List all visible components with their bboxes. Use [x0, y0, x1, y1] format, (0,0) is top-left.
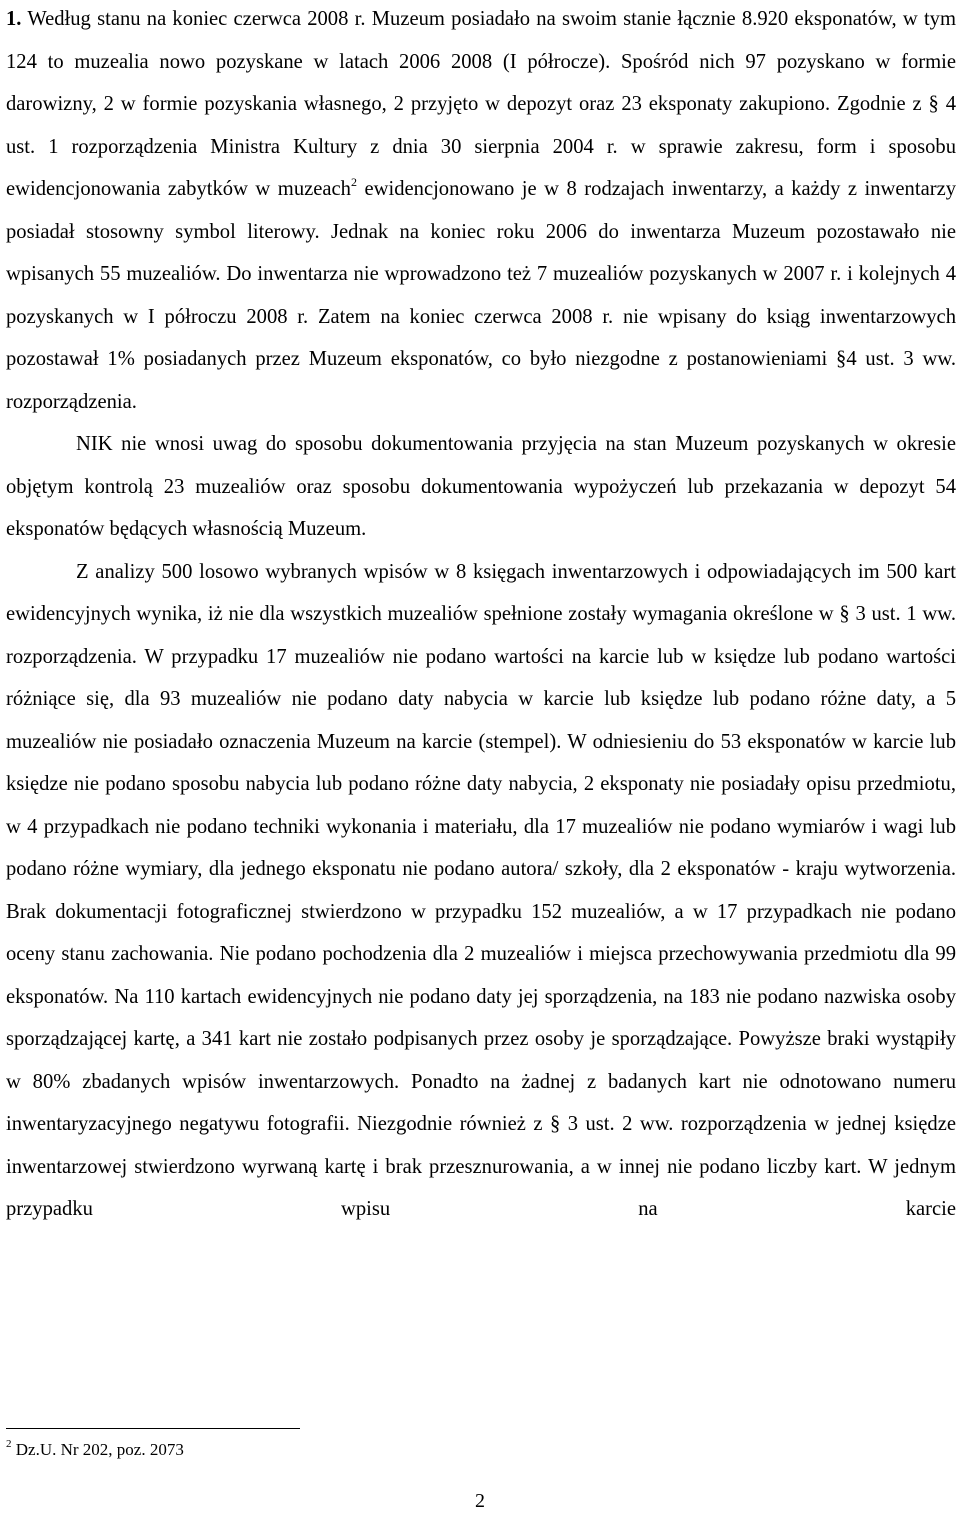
- page-number: 2: [475, 1490, 485, 1512]
- document-page: [6, 0, 956, 1231]
- footnote: [6, 1438, 184, 1462]
- footnote-separator: [6, 1428, 300, 1429]
- footnote-marker: 2: [6, 1438, 12, 1450]
- paragraph-1-text-b: ewidencjonowano je w 8 rodzajach inwentarzy, a każdy z inwentarzy posiadał stosowny symbol literowy. Jednak na koniec roku 2006 do inwentarza Muzeum pozostawało nie wpisanych 55 muzealiów. Do inwentarza nie wprowadzono też 7 muzealiów pozyskanych w 2007 r. i kolejnych 4 pozyskanych w I półroczu 2008 r. Zatem na koniec czerwca 2008 r. nie wpisany do ksiąg inwentarzowych pozostawał 1% posiadanych przez Muzeum eksponatów, co było niezgodne z postanowieniami §4 ust. 3 ww. rozporządzenia.: [6, 178, 957, 413]
- paragraph-1-text-a: Według stanu na koniec czerwca 2008 r. Muzeum posiadało na swoim stanie łącznie 8.920 eksponatów, w tym 124 to muzealia nowo pozyskane w latach 2006 2008 (I półrocze). Spośród nich 97 pozyskano w formie darowizny, 2 w formie pozyskania własnego, 2 przyjęto w depozyt oraz 23 eksponaty zakupiono. Zgodnie z § 4 ust. 1 rozporządzenia Ministra Kultury z dnia 30 sierpnia 2004 r. w sprawie zakresu, form i sposobu ewidencjonowania zabytków w muzeach: [6, 8, 956, 200]
- paragraph-3: Z analizy 500 losowo wybranych wpisów w 8 księgach inwentarzowych i odpowiadających im 500 kart ewidencyjnych wynika, iż nie dla wszystkich muzealiów spełnione zostały wymagania określone w § 3 ust. 1 ww. rozporządzenia. W przypadku 17 muzealiów nie podano wartości na karcie lub w księdze lub podano wartości różniące się, dla 93 muzealiów nie podano daty nabycia w karcie lub księdze lub podano różne daty, a 5 muzealiów nie posiadało oznaczenia Muzeum na karcie (stempel). W odniesieniu do 53 eksponatów w karcie lub księdze nie podano sposobu nabycia lub podano różne daty nabycia, 2 eksponaty nie posiadały opisu przedmiotu, w 4 przypadkach nie podano techniki wykonania i materiału, dla 17 muzealiów nie podano wymiarów i wagi lub podano różne wymiary, dla jednego eksponatu nie podano autora/ szkoły, dla 2 eksponatów - kraju wytworzenia. Brak dokumentacji fotograficznej stwierdzono w przypadku 152 muzealiów, a w 17 przypadkach nie podano oceny stanu zachowania. Nie podano pochodzenia dla 2 muzealiów i miejsca przechowywania przedmiotu dla 99 eksponatów. Na 110 kartach ewidencyjnych nie podano daty jej sporządzenia, na 183 nie podano nazwiska osoby sporządzającej kartę, a 341 kart nie zostało podpisanych przez osoby je sporządzające. Powyższe braki wystąpiły w 80% zbadanych wpisów inwentarzowych. Ponadto na żadnej z badanych kart nie odnotowano numeru inwentaryzacyjnego negatywu fotografii. Niezgodnie również z § 3 ust. 2 ww. rozporządzenia w jednej księdze inwentarzowej stwierdzono wyrwaną kartę i brak przesznurowania, a w innej nie podano liczby kart. W jednym przypadku wpisu na karcie: [6, 560, 956, 1220]
- footnote-reference: 2: [350, 175, 357, 189]
- paragraph-number: 1.: [6, 8, 22, 30]
- paragraph-2: NIK nie wnosi uwag do sposobu dokumentowania przyjęcia na stan Muzeum pozyskanych w okresie objętym kontrolą 23 muzealiów oraz sposobu dokumentowania wypożyczeń lub przekazania w depozyt 54 eksponatów będących własnością Muzeum.: [6, 433, 956, 540]
- paragraph-1: [6, 0, 956, 423]
- footnote-text: Dz.U. Nr 202, poz. 2073: [11, 1440, 184, 1459]
